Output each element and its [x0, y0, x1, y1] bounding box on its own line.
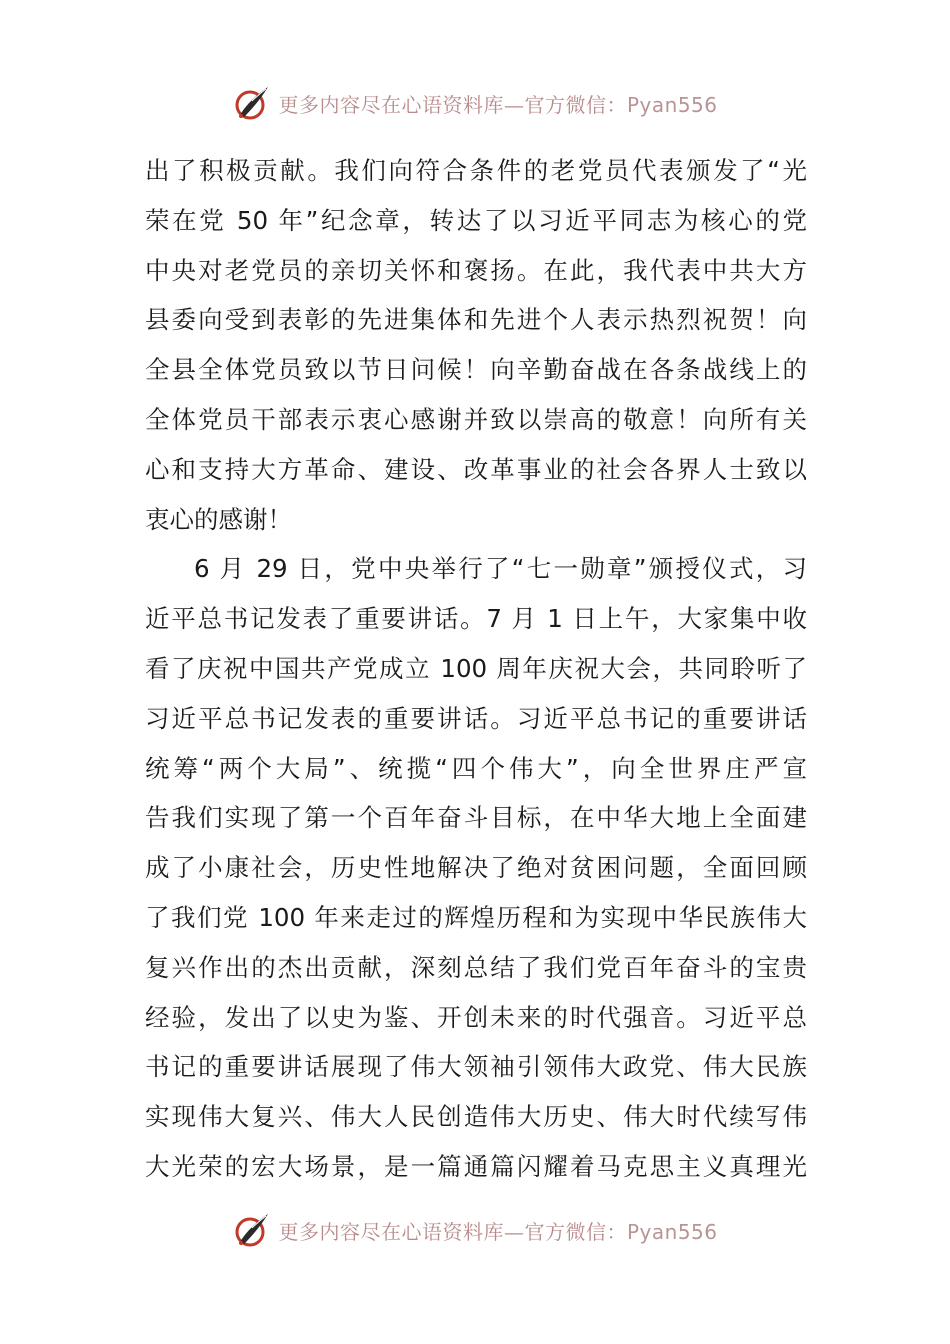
body-line: 复兴作出的杰出贡献，深刻总结了我们党百年奋斗的宝贵: [145, 952, 807, 982]
body-line: 习近平总书记发表的重要讲话。习近平总书记的重要讲话: [145, 703, 807, 733]
body-line: 全体党员干部表示衷心感谢并致以崇高的敬意！向所有关: [145, 404, 807, 434]
footer-watermark-banner: [0, 1207, 950, 1253]
body-line: 实现伟大复兴、伟大人民创造伟大历史、伟大时代续写伟: [145, 1102, 807, 1132]
body-line: 统筹“两个大局”、统揽“四个伟大”，向全世界庄严宣: [145, 753, 807, 783]
body-line: 出了积极贡献。我们向符合条件的老党员代表颁发了“光: [145, 156, 807, 185]
body-line: 中央对老党员的亲切关怀和褒扬。在此，我代表中共大方: [145, 255, 807, 285]
body-line: 告我们实现了第一个百年奋斗目标，在中华大地上全面建: [145, 803, 807, 833]
body-line: 全县全体党员致以节日问候！向辛勤奋战在各条战线上的: [145, 355, 807, 385]
body-line: 书记的重要讲话展现了伟大领袖引领伟大政党、伟大民族: [145, 1052, 807, 1082]
document-body: [145, 146, 807, 1192]
body-line: 成了小康社会，历史性地解决了绝对贫困问题，全面回顾: [145, 853, 807, 883]
body-line: 看了庆祝中国共产党成立 100 周年庆祝大会，共同聆听了: [145, 653, 807, 683]
quill-logo-icon: [232, 83, 272, 123]
header-wechat-id: Pyan556: [626, 92, 718, 117]
body-line: 6 月 29 日，党中央举行了“七一勋章”颁授仪式，习: [194, 554, 807, 584]
body-line: 衷心的感谢！: [145, 504, 292, 534]
header-banner-text: 更多内容尽在心语资料库—官方微信：Pyan556: [278, 92, 718, 117]
body-line: 心和支持大方革命、建设、改革事业的社会各界人士致以: [145, 454, 807, 484]
body-line: 经验，发出了以史为鉴、开创未来的时代强音。习近平总: [145, 1002, 807, 1032]
header-watermark-banner: [0, 80, 950, 126]
footer-banner-text: 更多内容尽在心语资料库—官方微信：Pyan556: [278, 1219, 718, 1244]
body-line: 了我们党 100 年来走过的辉煌历程和为实现中华民族伟大: [145, 902, 807, 932]
footer-wechat-id: Pyan556: [626, 1219, 718, 1244]
body-line: 近平总书记发表了重要讲话。7 月 1 日上午，大家集中收: [145, 604, 807, 634]
body-line: 荣在党 50 年”纪念章，转达了以习近平同志为核心的党: [145, 205, 807, 235]
quill-logo-icon: [232, 1210, 272, 1250]
body-line: 大光荣的宏大场景，是一篇通篇闪耀着马克思主义真理光: [145, 1151, 807, 1181]
body-line: 县委向受到表彰的先进集体和先进个人表示热烈祝贺！向: [145, 305, 807, 335]
